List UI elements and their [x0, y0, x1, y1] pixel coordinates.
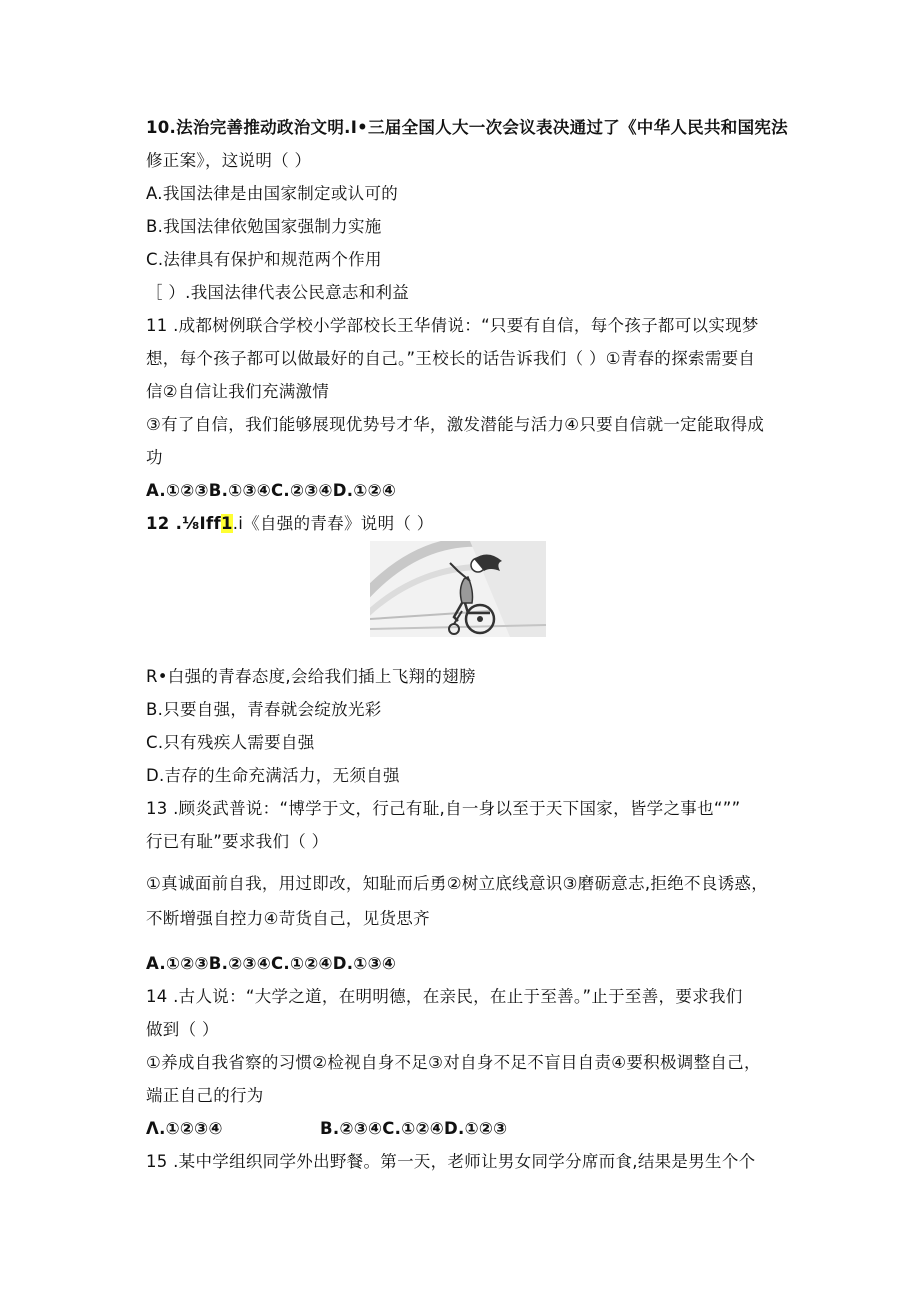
q11-stem-line4: ③有了自信，我们能够展现优势号才华，激发潜能与活力④只要自信就一定能取得成 — [146, 415, 765, 434]
q12-stem-suffix: .i《自强的青春》说明（ ） — [232, 514, 434, 533]
q10-option-d: ［ ）.我国法律代表公民意志和利益 — [146, 283, 410, 302]
q14-stem-line3: ①养成自我省察的习惯②检视自身不足③对自身不足不盲目自责④要积极调整自己， — [146, 1053, 761, 1072]
q10-option-b: B.我国法律依勉国家强制力实施 — [146, 217, 382, 236]
q13-stem-line3: ①真诚面前自我，用过即改，知耻而后勇②树立底线意识③磨砺意志,拒绝不良诱惑， — [146, 874, 769, 893]
q12-option-b: B.只要自强，青春就会绽放光彩 — [146, 700, 382, 719]
q14-answer-rest: B.②③④C.①②④D.①②③ — [320, 1119, 508, 1138]
q10-option-c: C.法律具有保护和规范两个作用 — [146, 250, 382, 269]
q12-stem — [146, 513, 434, 535]
q13-stem-line4: 不断增强自控力④苛货自己，见货思齐 — [146, 909, 430, 928]
q10-stem-line2: 修正案》，这说明（ ） — [146, 151, 312, 170]
q10-option-a: A.我国法律是由国家制定或认可的 — [146, 184, 399, 203]
q14-stem-line4: 端正自己的行为 — [146, 1086, 264, 1105]
q13-stem-line2: 行已有耻”要求我们（ ） — [146, 832, 329, 851]
q11-stem-line5: 功 — [146, 448, 163, 467]
q14-stem-line1: 14 .古人说：“大学之道，在明明德，在亲民，在止于至善。”止于至善，要求我们 — [146, 987, 743, 1006]
q12-option-a: R•白强的青春态度,会给我们插上飞翔的翅膀 — [146, 667, 476, 686]
q11-stem-line1: 11 .成都树例联合学校小学部校长王华倩说：“只要有自信，每个孩子都可以实现梦 — [146, 316, 759, 335]
q11-stem-line2: 想，每个孩子都可以做最好的自己。”王校长的话告诉我们（ ）①青春的探索需要自 — [146, 349, 756, 368]
q15-stem-line1: 15 .某中学组织同学外出野餐。第一天，老师让男女同学分席而食,结果是男生个个 — [146, 1152, 756, 1171]
q12-option-c: C.只有残疾人需要自强 — [146, 733, 315, 752]
wheelchair-illustration — [370, 541, 546, 637]
q11-stem-line3: 信②自信让我们充满激情 — [146, 382, 330, 401]
q13-stem-line1: 13 .顾炎武普说：“博学于文，行己有耻,自一身以至于天下国家，皆学之事也“”” — [146, 799, 741, 818]
q14-stem-line2: 做到（ ） — [146, 1020, 219, 1039]
q12-stem-prefix: 12 .⅛Iff — [146, 514, 221, 533]
q12-stem-highlight: 1 — [220, 514, 233, 533]
q10-stem-line1: 10.法治完善推动政治文明.I•三届全国人大一次会议表决通过了《中华人民共和国宪法 — [146, 118, 788, 137]
q14-answer-a: Λ.①②③④ — [146, 1119, 223, 1138]
q11-answer-options: A.①②③B.①③④C.②③④D.①②④ — [146, 481, 397, 500]
q13-answer-options: A.①②③B.②③④C.①②④D.①③④ — [146, 954, 397, 973]
q12-option-d: D.吉存的生命充满活力，无须自强 — [146, 766, 400, 785]
